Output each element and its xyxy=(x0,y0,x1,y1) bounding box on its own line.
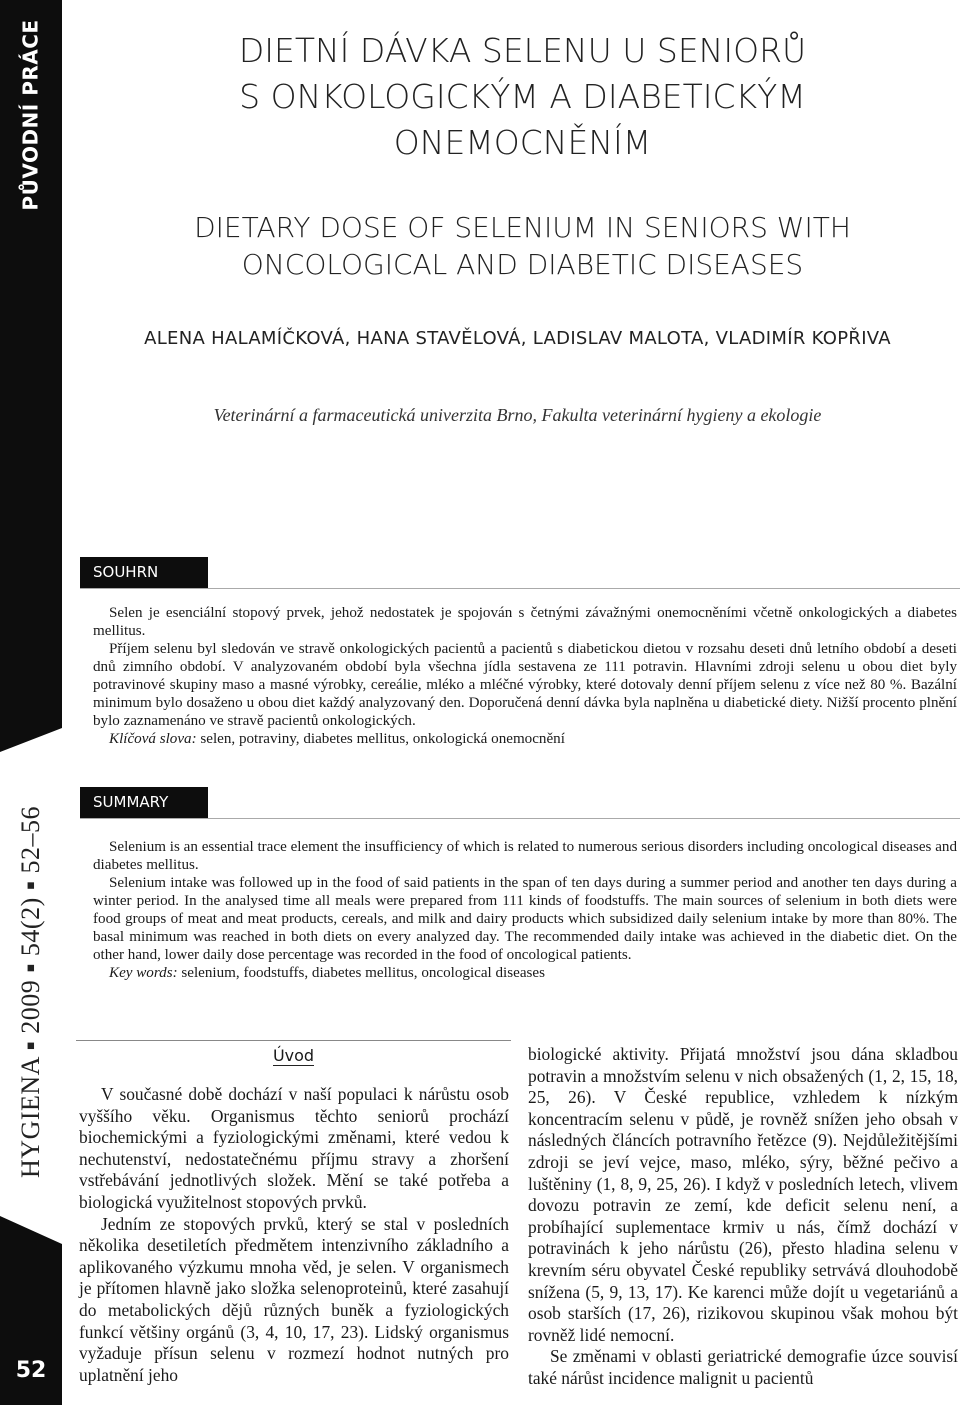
title-english-line: DIETARY DOSE OF SELENIUM IN SENIORS WITH xyxy=(194,211,851,244)
souhrn-abstract xyxy=(93,604,957,748)
page-number: 52 xyxy=(15,1358,47,1383)
sidebar-top-notch xyxy=(0,728,62,752)
souhrn-paragraph: Selen je esenciální stopový prvek, jehož nedostatek je spojován s četnými závažnými onemocněními včetně onkologických a diabetes mellitus. xyxy=(93,605,957,639)
intro-column-left xyxy=(79,1084,509,1386)
intro-paragraph: V současné době dochází v naší populaci k nárůstu osob vyššího věku. Organismus těchto seniorů prochází biochemickými a fyziologickými změnami, které vedou k nechutenství, nedostatečnému příjmu stravy a zhoršení vstřebávání jednotlivých složek. Mění se také potřeba a biologická využitelnost stopových prvků. xyxy=(79,1084,509,1212)
journal-reference-text: HYGIENA ▪ 2009 ▪ 54(2) ▪ 52–56 xyxy=(16,806,45,1178)
intro-paragraph: Se změnami v oblasti geriatrické demografie úzce souvisí také nárůst incidence malignit u pacientů xyxy=(528,1346,958,1388)
summary-paragraph: Selenium intake was followed up in the food of said patients in the span of ten days during a summer period and another ten days during a winter period. In the analysed time all meals were prepared from 111 kinds of foodstuffs. The main sources of selenium in both diets were food groups of meat and meat products, cereals, and milk and dairy products which subsidized daily selenium intake by more than 80%. The basal minimum was reached in both diets on every analyzed day. The recommended daily intake was achieved in the diabetic diet. On the other hand, lower daily dose percentage was recorded in the food of oncological patients. xyxy=(93,875,957,963)
title-english-line: ONCOLOGICAL AND DIABETIC DISEASES xyxy=(241,248,804,281)
intro-heading xyxy=(76,1046,511,1065)
intro-paragraph: biologické aktivity. Přijatá množství jsou dána skladbou potravin a množstvím selenu v nich obsažených (1, 2, 15, 18, 25, 26). V České republice, vzhledem k nízkým koncentracím selenu v půdě, je rovněž snížen jeho obsah v následných článcích potravního řetězce (9). Nejdůležitějšími zdroji se jeví vejce, maso, mléko, sýry, běžné pečivo a luštěniny (1, 8, 9, 25, 26). I když v posledních letech, vlivem dovozu potravin ze zemí, kde deficit selenu není, a probíhající suplementace krmiv u nás, čímž dochází v potravinách k jeho nárůstu (26), přesto hladina selenu v krevním séru obyvatel České republiky setrvává dlouhodobě snížena (5, 9, 13, 17). Ke karenci může dojít u vegetariánů a osob starších (17, 26), rizikovou skupinou však mohou být rovněž lidé nemocní. xyxy=(528,1044,958,1345)
authors: ALENA HALAMÍČKOVÁ, HANA STAVĚLOVÁ, LADISLAV MALOTA, VLADIMÍR KOPŘIVA xyxy=(144,328,891,349)
affiliation: Veterinární a farmaceutická univerzita Brno, Fakulta veterinární hygieny a ekologie xyxy=(213,405,822,425)
title-english xyxy=(150,209,895,283)
section-label-text: PŮVODNÍ PRÁCE xyxy=(19,19,43,211)
summary-paragraph: Selenium is an essential trace element the insufficiency of which is related to numerous serious disorders including oncological diseases and diabetes mellitus. xyxy=(93,839,957,873)
intro-heading-text: Úvod xyxy=(272,1046,315,1065)
title-czech-line: DIETNÍ DÁVKA SELENU U SENIORŮ xyxy=(238,31,807,70)
summary-abstract xyxy=(93,838,957,982)
souhrn-keywords-text: selen, potraviny, diabetes mellitus, onkologická onemocnění xyxy=(196,731,565,747)
summary-keywords xyxy=(93,964,957,982)
intro-column-right xyxy=(528,1044,958,1390)
souhrn-rule xyxy=(80,588,960,589)
title-czech-line: S ONKOLOGICKÝM A DIABETICKÝM xyxy=(239,77,806,116)
title-czech-line: ONEMOCNĚNÍM xyxy=(393,123,652,162)
sidebar-bottom-notch xyxy=(0,1216,62,1244)
summary-keywords-label: Key words: xyxy=(109,965,178,981)
summary-heading: SUMMARY xyxy=(80,787,208,819)
journal-reference xyxy=(0,806,62,1178)
souhrn-heading: SOUHRN xyxy=(80,557,208,589)
souhrn-keywords xyxy=(93,730,957,748)
souhrn-paragraph: Příjem selenu byl sledován ve stravě onkologických pacientů a pacientů s diabetickou dietou v rozsahu deseti dnů letního období a deseti dnů zimního období. V analyzovaném období byla všechna jídla sestavena ze 111 potravin. Hlavními zdroji selenu u obou diet byly potravinové skupiny maso a masné výrobky, cereálie, mléko a mléčné výrobky, které dotovaly denní příjem selenu z více než 80 %. Bazální minimum bylo dosaženo u obou diet každý analyzovaný den. Doporučená denní dávka byla naplněna u diabetické diety. Nižší procento plnění bylo zaznamenáno ve stravě pacientů onkologických. xyxy=(93,641,957,729)
intro-paragraph: Jedním ze stopových prvků, který se stal v posledních několika desetiletích předmětem intenzivního základního a aplikovaného výzkumu mnoha věd, je selen. V organismech je přítomen hlavně jako složka selenoproteinů, které zasahují do metabolických dějů různých buněk a fyziologických funkcí většiny orgánů (3, 4, 10, 17, 23). Lidský organismus vyžaduje přísun selenu v rozmezí hodnot nutných pro uplatnění jeho xyxy=(79,1213,509,1385)
summary-rule xyxy=(80,818,960,819)
souhrn-keywords-label: Klíčová slova: xyxy=(109,731,197,747)
intro-rule xyxy=(76,1040,511,1041)
summary-keywords-text: selenium, foodstuffs, diabetes mellitus, oncological diseases xyxy=(177,965,545,981)
section-label xyxy=(2,10,60,220)
title-czech xyxy=(150,28,895,166)
